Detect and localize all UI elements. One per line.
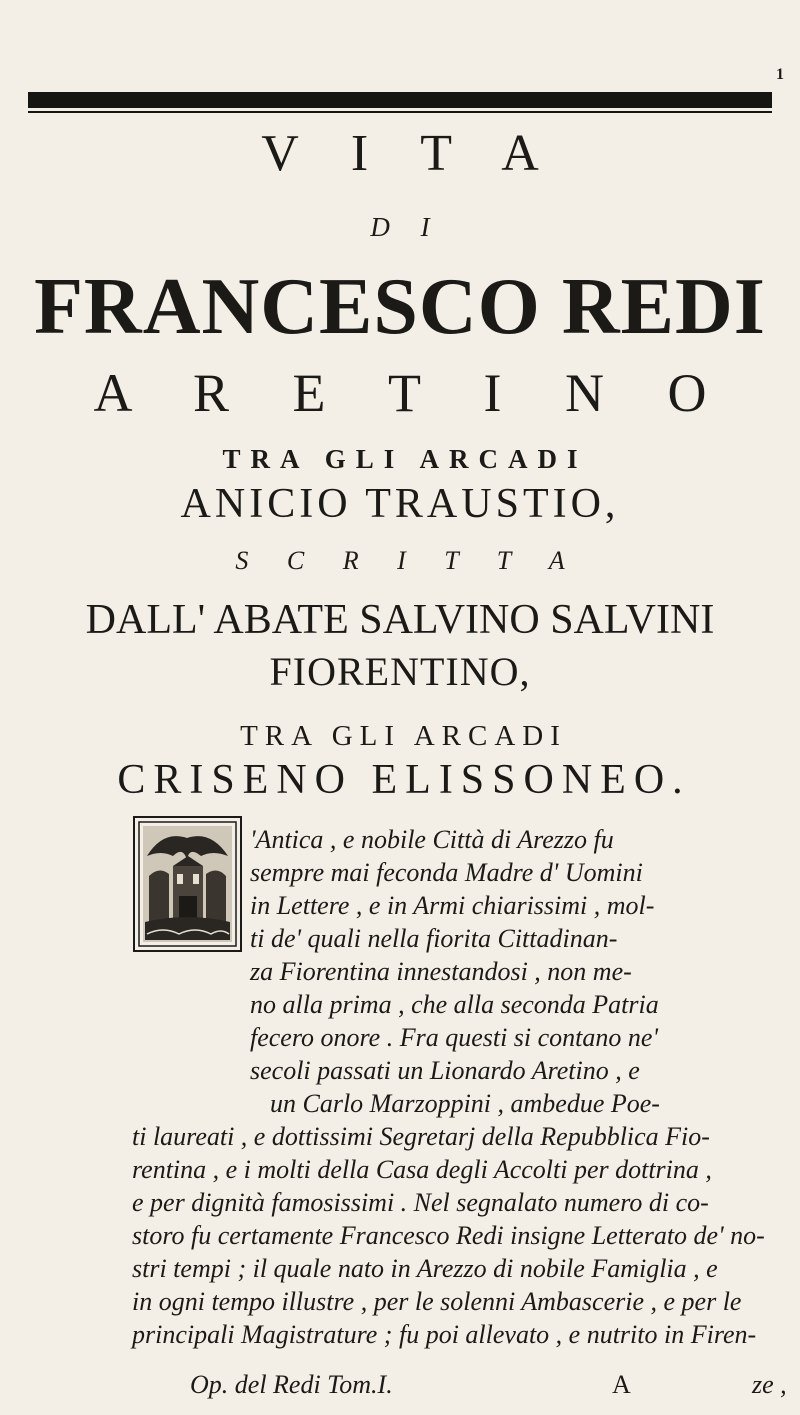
body-line: in Lettere , e in Armi chiarissimi , mol-: [250, 891, 655, 920]
title-vita: V I T A: [261, 125, 559, 182]
title-tra-gli-arcadi-1: TRA GLI ARCADI: [222, 444, 588, 474]
body-line: e per dignità famosissimi . Nel segnalato numero di co-: [132, 1188, 709, 1217]
signature-line: Op. del Redi Tom.I.: [190, 1370, 393, 1399]
body-line: in ogni tempo illustre , per le solenni Ambascerie , e per le: [132, 1287, 742, 1316]
title-arcadian-name-1: ANICIO TRAUSTIO,: [180, 481, 620, 527]
body-line: un Carlo Marzoppini , ambedue Poe-: [270, 1089, 660, 1118]
title-arcadian-name-2: CRISENO ELISSONEO.: [117, 757, 691, 803]
title-author: DALL' ABATE SALVINO SALVINI: [85, 597, 715, 643]
title-tra-gli-arcadi-2: TRA GLI ARCADI: [240, 720, 567, 752]
catchword: ze ,: [752, 1370, 787, 1399]
body-line: ti laureati , e dottissimi Segretarj della Repubblica Fio-: [132, 1122, 710, 1151]
title-scritta: S C R I T T A: [235, 546, 581, 575]
title-name: FRANCESCO REDI: [34, 263, 766, 351]
signature-letter: A: [612, 1370, 631, 1399]
body-line: no alla prima , che alla seconda Patria: [250, 990, 659, 1019]
title-di: D I: [370, 212, 442, 242]
body-line: stri tempi ; il quale nato in Arezzo di nobile Famiglia , e: [132, 1254, 718, 1283]
body-line: fecero onore . Fra questi si contano ne': [250, 1023, 659, 1052]
body-line: sempre mai feconda Madre d' Uomini: [250, 858, 643, 887]
body-line: secoli passati un Lionardo Aretino , e: [250, 1056, 640, 1085]
page-number: 1: [776, 66, 784, 83]
title-origin: A R E T I N O: [93, 363, 732, 423]
body-line: principali Magistrature ; fu poi allevato , e nutrito in Firen-: [132, 1320, 757, 1349]
body-line: za Fiorentina innestandosi , non me-: [250, 957, 632, 986]
body-line: rentina , e i molti della Casa degli Accolti per dottrina ,: [132, 1155, 712, 1184]
body-line: 'Antica , e nobile Città di Arezzo fu: [250, 825, 614, 854]
body-line: ti de' quali nella fiorita Cittadinan-: [250, 924, 618, 953]
title-author-origin: FIORENTINO,: [269, 649, 531, 694]
body-line: storo fu certamente Francesco Redi insigne Letterato de' no-: [132, 1221, 765, 1250]
